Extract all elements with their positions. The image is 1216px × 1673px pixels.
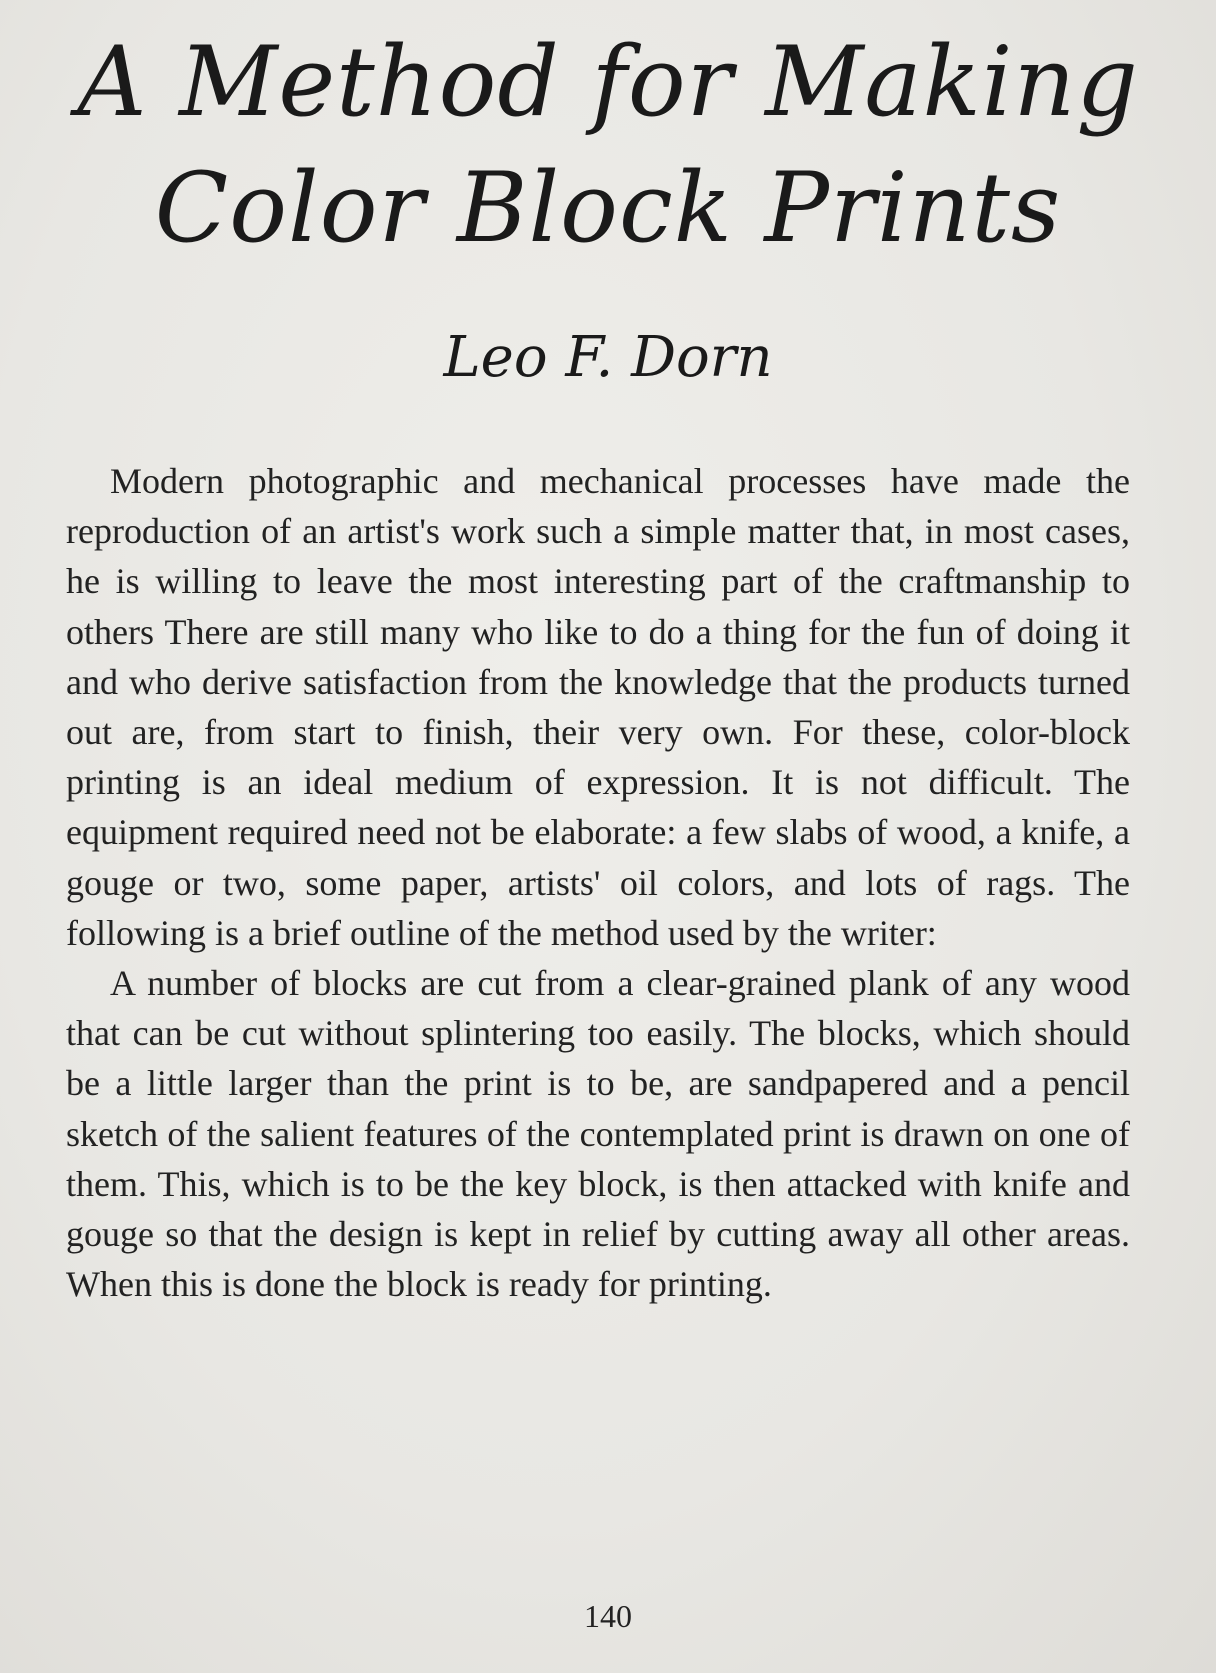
body-paragraph-2: A number of blocks are cut from a clear-grained plank of any wood that can be cut without splintering too easily. The blocks, which should be a little larger than the print is to be, are sandpapered and a pencil sketch of the salient features of the contemplated print is drawn on one of them. This, which is to be the key block, is then attacked with knife and gouge so that the design is kept in relief by cutting away all other areas. When this is done the block is ready for printing. [66,963,1130,1305]
article-body [66,456,1130,1309]
article-title-line-2: Color Block Prints [154,152,1062,264]
page-number: 140 [584,1598,632,1634]
author-byline: Leo F. Dorn [443,325,773,390]
body-paragraph-1: Modern photographic and mechanical processes have made the reproduction of an artist's work such a simple matter that, in most cases, he is willing to leave the most interesting part of the craftmanship to others There are still many who like to do a thing for the fun of doing it and who derive satisfaction from the knowledge that the products turned out are, from start to finish, their very own. For these, color-block printing is an ideal medium of expression. It is not difficult. The equipment required need not be elaborate: a few slabs of wood, a knife, a gouge or two, some paper, artists' oil colors, and lots of rags. The following is a brief outline of the method used by the writer: [66,461,1130,953]
article-title-line-1: A Method for Making [77,26,1139,138]
